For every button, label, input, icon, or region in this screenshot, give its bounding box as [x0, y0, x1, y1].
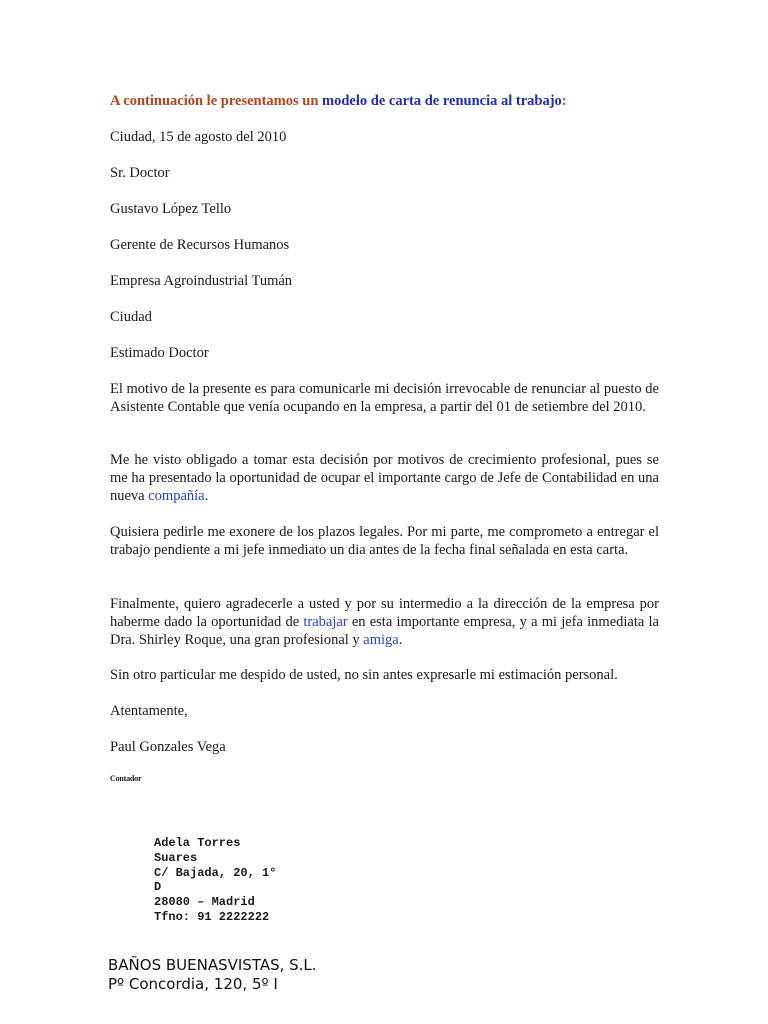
paragraph-thanks	[110, 595, 659, 649]
address-line: Tfno: 91 2222222	[154, 909, 270, 924]
recipient-company: Empresa Agroindustrial Tumán	[110, 273, 293, 289]
paragraph-request: Quisiera pedirle me exonere de los plazos legales. Por mi parte, me comprometo a entregar el trabajo pendiente a mi jefe inmediato un dia antes de la fecha final señalada en esta carta.	[110, 524, 659, 558]
paragraph-reason-text: Me he visto obligado a tomar esta decisión por motivos de crecimiento profesional, pues se me ha presentado la oportunidad de ocupar el importante cargo de Jefe de Contabilidad en una nueva	[110, 452, 659, 504]
page-heading	[110, 92, 567, 110]
signature-name: Paul Gonzales Vega	[110, 739, 226, 755]
paragraph-thanks-end: .	[398, 632, 403, 648]
address-line: Suares	[154, 850, 198, 865]
company-street: Pº Concordia, 120, 5º I	[108, 975, 278, 993]
recipient-title: Sr. Doctor	[110, 165, 170, 181]
salutation: Estimado Doctor	[110, 345, 209, 361]
link-compania[interactable]: compañía	[148, 488, 205, 504]
heading-link[interactable]: modelo de carta de renuncia al trabajo	[322, 93, 562, 109]
link-amiga[interactable]: amiga	[363, 632, 399, 648]
heading-colon: :	[561, 93, 567, 109]
farewell: Atentamente,	[110, 703, 188, 719]
address-line: C/ Bajada, 20, 1°	[154, 865, 277, 880]
closing-line: Sin otro particular me despido de usted, no sin antes expresarle mi estimación personal.	[110, 667, 618, 683]
link-trabajar[interactable]: trabajar	[303, 614, 348, 630]
recipient-city: Ciudad	[110, 309, 152, 325]
paragraph-thanks-text-1: Finalmente, quiero agradecerle a usted y por su intermedio a la dirección de la empresa por haberme dado la oportunidad de	[110, 596, 659, 630]
heading-intro: A continuación le presentamos un	[110, 93, 319, 109]
signature-role: Contador	[110, 774, 142, 783]
address-block	[154, 836, 276, 925]
paragraph-thanks-text-2: en esta importante empresa, y a mi jefa inmediata la Dra. Shirley Roque, una gran profesional y	[110, 614, 659, 648]
recipient-name: Gustavo López Tello	[110, 201, 232, 217]
company-name: BAÑOS BUENASVISTAS, S.L.	[108, 956, 317, 974]
address-line: 28080 – Madrid	[154, 895, 255, 910]
address-line: Adela Torres	[154, 836, 241, 850]
paragraph-reason	[110, 451, 659, 505]
recipient-position: Gerente de Recursos Humanos	[110, 237, 290, 253]
address-line: D	[154, 880, 162, 895]
paragraph-reason-end: .	[204, 488, 209, 504]
letter-date: Ciudad, 15 de agosto del 2010	[110, 129, 287, 145]
paragraph-resignation: El motivo de la presente es para comunicarle mi decisión irrevocable de renunciar al puesto de Asistente Contable que venía ocupando en la empresa, a partir del 01 de setiembre del 2010.	[110, 381, 659, 415]
